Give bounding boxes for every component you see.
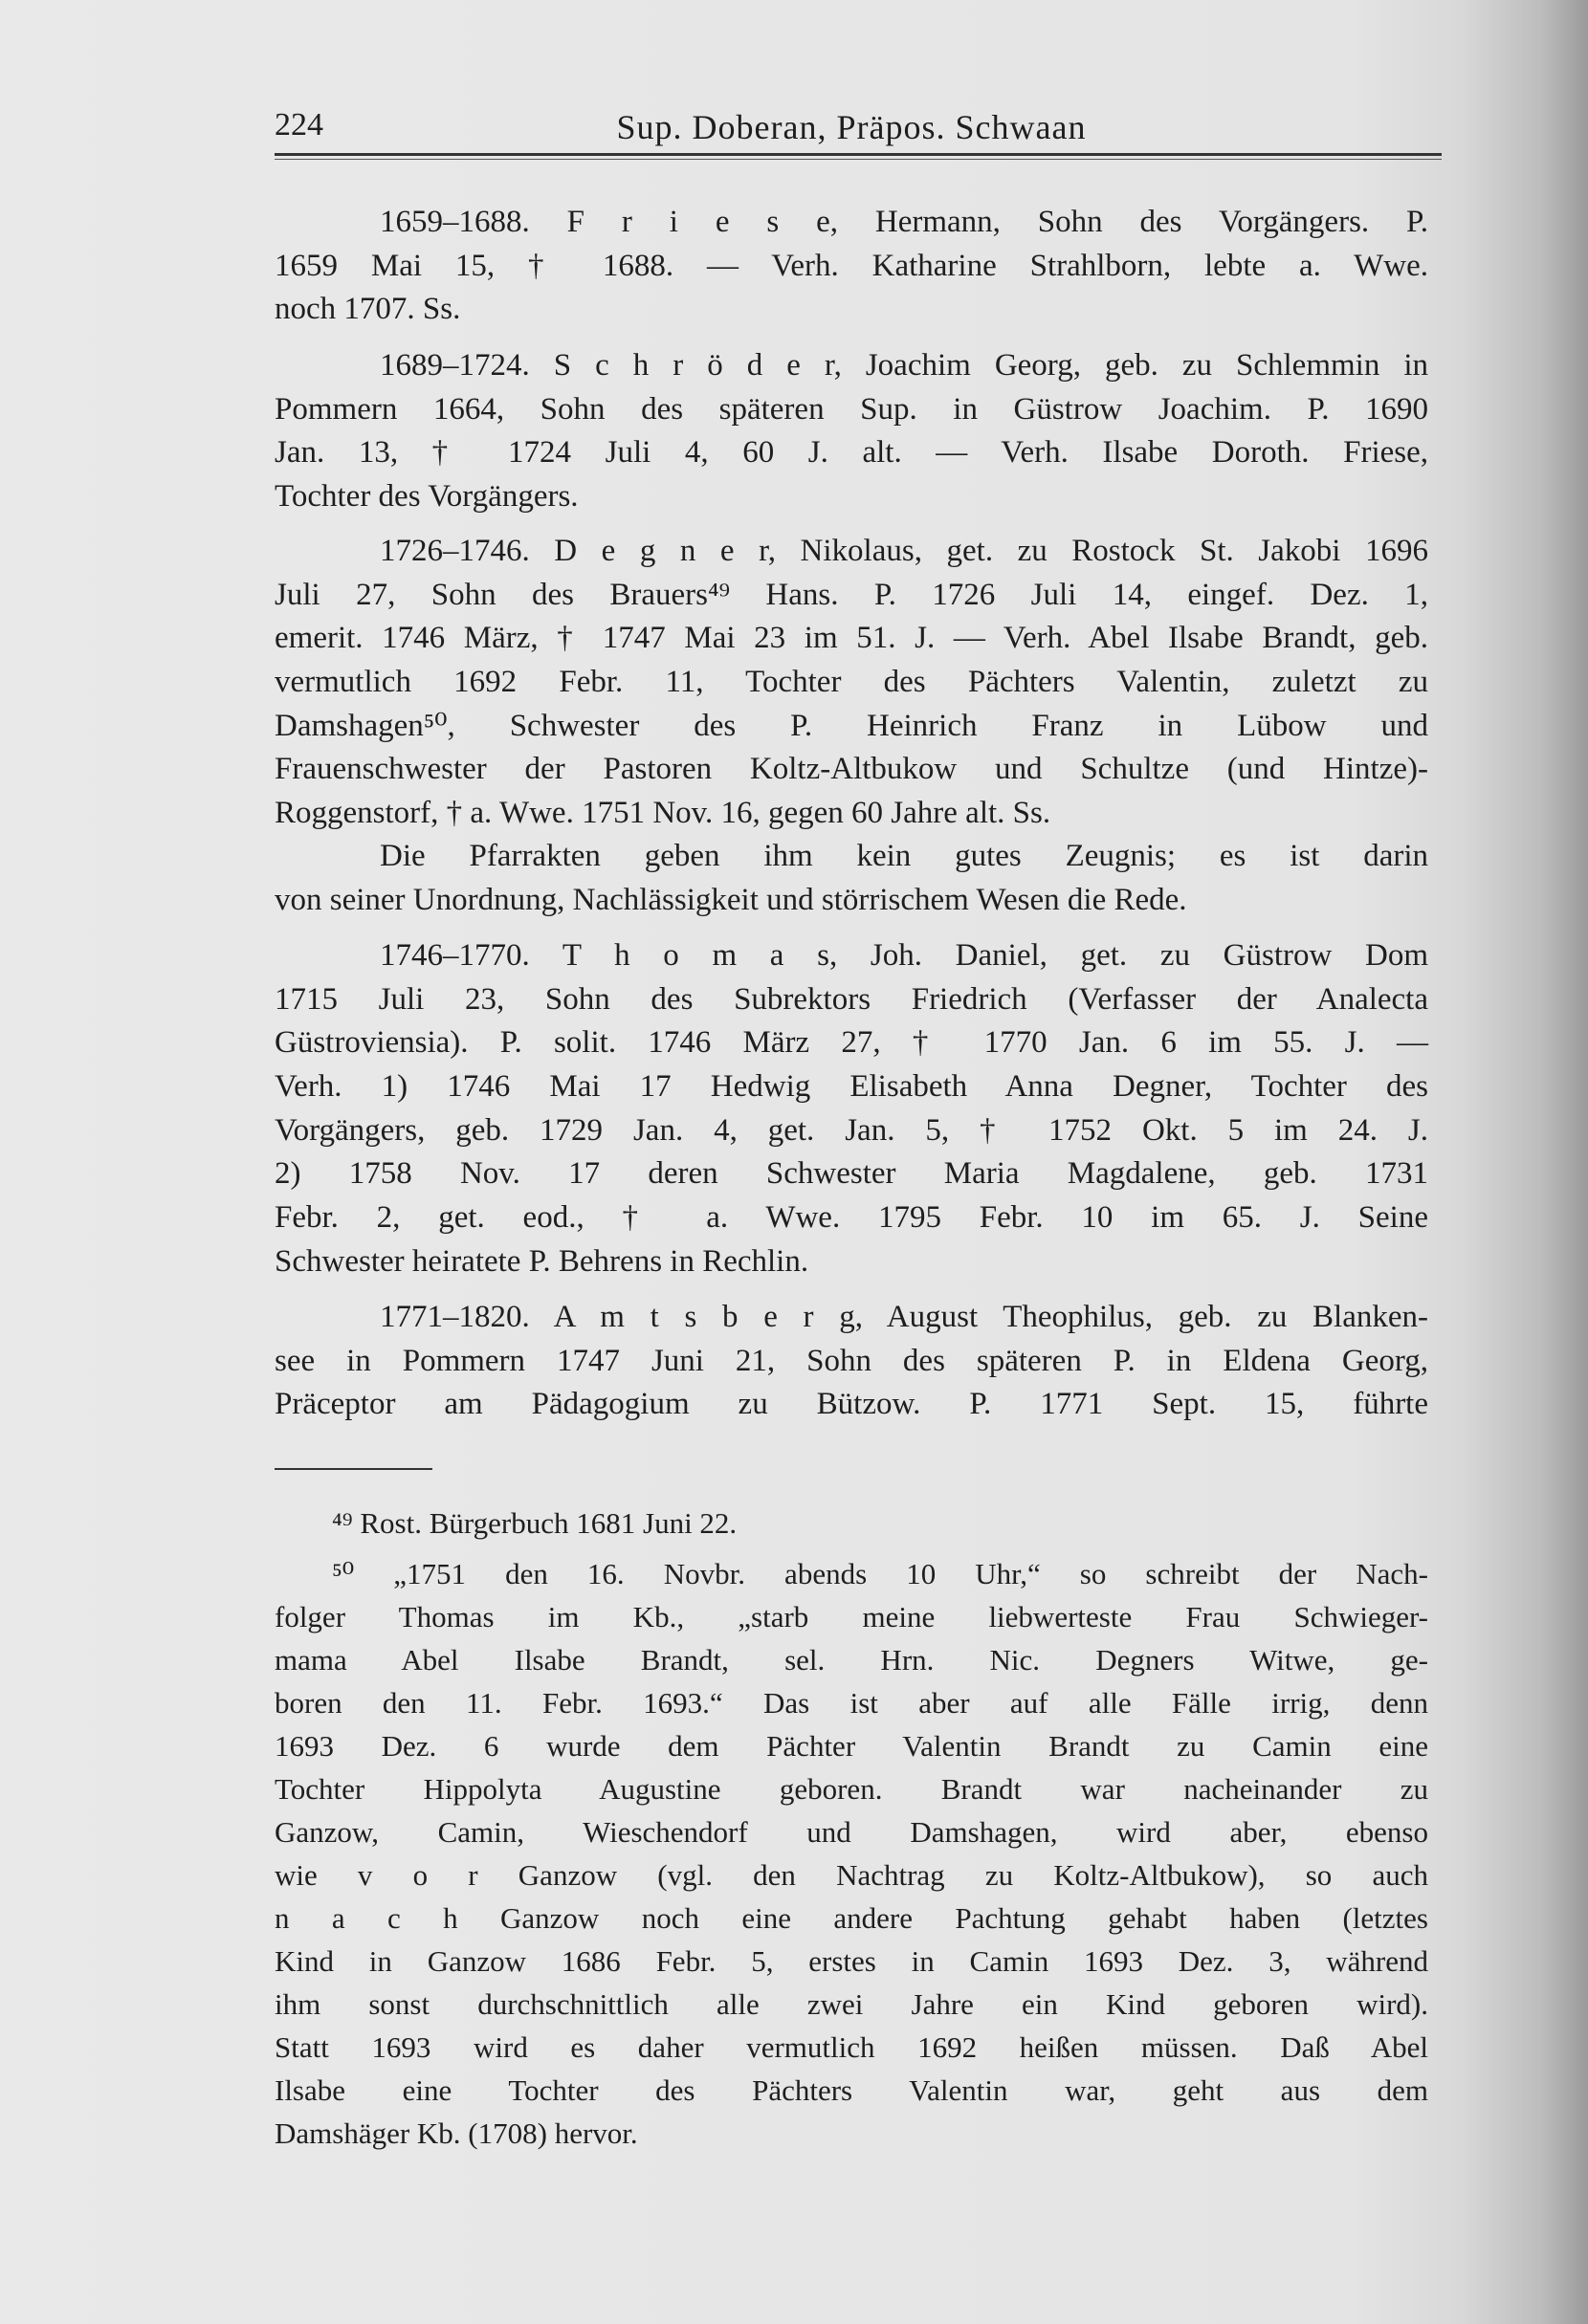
text-line: Frauenschwester der Pastoren Koltz-Altbukow und Schultze (und Hintze)- xyxy=(275,752,1428,787)
header-rule xyxy=(275,153,1442,156)
entry-friese xyxy=(275,201,1428,332)
entry-amtsberg xyxy=(275,1296,1428,1427)
text-line: 1715 Juli 23, Sohn des Subrektors Friedrich (Verfasser der Analecta xyxy=(275,981,1428,1017)
text-line: Vorgängers, geb. 1729 Jan. 4, get. Jan. 5, † 1752 Okt. 5 im 24. J. xyxy=(275,1112,1428,1148)
text-line: noch 1707. Ss. xyxy=(275,292,461,327)
text-line: Damshäger Kb. (1708) hervor. xyxy=(275,2116,638,2150)
text-line: Verh. 1) 1746 Mai 17 Hedwig Elisabeth Anna Degner, Tochter des xyxy=(275,1069,1428,1105)
text-line: ⁵⁰ „1751 den 16. Novbr. abends 10 Uhr,“ so schreibt der Nach- xyxy=(332,1557,1428,1590)
text-line: Roggenstorf, † a. Wwe. 1751 Nov. 16, gegen 60 Jahre alt. Ss. xyxy=(275,796,1051,831)
text-line: Ganzow, Camin, Wieschendorf und Damshagen, wird aber, ebenso xyxy=(275,1815,1428,1849)
text-line: 2) 1758 Nov. 17 deren Schwester Maria Magdalene, geb. 1731 xyxy=(275,1156,1428,1192)
footnote-rule xyxy=(275,1468,432,1470)
entry-schroeder xyxy=(275,344,1428,519)
page-number: 224 xyxy=(275,107,323,143)
entry-degner-remark xyxy=(275,835,1428,922)
running-title: Sup. Doberan, Präpos. Schwaan xyxy=(616,108,1087,146)
text-line: wie v o r Ganzow (vgl. den Nachtrag zu Koltz-Altbukow), so auch xyxy=(275,1858,1428,1892)
text-line: 1771–1820. A m t s b e r g, August Theophilus, geb. zu Blanken- xyxy=(380,1300,1428,1334)
text-line: Präceptor am Pädagogium zu Bützow. P. 1771 Sept. 15, führte xyxy=(275,1387,1428,1422)
text-line: Güstroviensia). P. solit. 1746 März 27, † 1770 Jan. 6 im 55. J. — xyxy=(275,1025,1428,1061)
text-line: Damshagen⁵⁰, Schwester des P. Heinrich Franz in Lübow und xyxy=(275,708,1428,743)
text-line: ⁴⁹ Rost. Bürgerbuch 1681 Juni 22. xyxy=(332,1506,738,1540)
text-line: Pommern 1664, Sohn des späteren Sup. in Güstrow Joachim. P. 1690 xyxy=(275,391,1428,427)
footnote-49 xyxy=(275,1502,1428,1545)
text-line: see in Pommern 1747 Juni 21, Sohn des späteren P. in Eldena Georg, xyxy=(275,1343,1428,1378)
text-line: Die Pfarrakten geben ihm kein gutes Zeugnis; es ist darin xyxy=(380,839,1428,873)
text-line: Tochter des Vorgängers. xyxy=(275,479,579,515)
text-line: Jan. 13, † 1724 Juli 4, 60 J. alt. — Verh. Ilsabe Doroth. Friese, xyxy=(275,435,1428,471)
text-line: von seiner Unordnung, Nachlässigkeit und störrischem Wesen die Rede. xyxy=(275,882,1187,917)
text-line: boren den 11. Febr. 1693.“ Das ist aber auf alle Fälle irrig, denn xyxy=(275,1686,1428,1720)
text-line: 1659 Mai 15, † 1688. — Verh. Katharine Strahlborn, lebte a. Wwe. xyxy=(275,248,1428,283)
text-line: 1746–1770. T h o m a s, Joh. Daniel, get. zu Güstrow Dom xyxy=(380,938,1428,973)
header-rule-thin xyxy=(275,159,1442,160)
text-line: 1689–1724. S c h r ö d e r, Joachim Georg, geb. zu Schlemmin in xyxy=(380,348,1428,383)
text-line: ihm sonst durchschnittlich alle zwei Jahre ein Kind geboren wird). xyxy=(275,1987,1428,2021)
text-line: mama Abel Ilsabe Brandt, sel. Hrn. Nic. Degners Witwe, ge- xyxy=(275,1643,1428,1677)
text-line: Febr. 2, get. eod., † a. Wwe. 1795 Febr. 10 im 65. J. Seine xyxy=(275,1200,1428,1236)
entry-degner xyxy=(275,530,1428,836)
text-line: vermutlich 1692 Febr. 11, Tochter des Pächters Valentin, zuletzt zu xyxy=(275,665,1428,700)
footnote-50 xyxy=(275,1552,1428,2155)
text-line: 1693 Dez. 6 wurde dem Pächter Valentin Brandt zu Camin eine xyxy=(275,1729,1428,1763)
text-line: Schwester heiratete P. Behrens in Rechlin. xyxy=(275,1243,809,1279)
text-line: Kind in Ganzow 1686 Febr. 5, erstes in Camin 1693 Dez. 3, während xyxy=(275,1944,1428,1978)
text-line: Statt 1693 wird es daher vermutlich 1692 heißen müssen. Daß Abel xyxy=(275,2030,1428,2064)
text-line: 1659–1688. F r i e s e, Hermann, Sohn des Vorgängers. P. xyxy=(380,205,1428,239)
text-line: 1726–1746. D e g n e r, Nikolaus, get. zu Rostock St. Jakobi 1696 xyxy=(380,534,1428,568)
text-line: Juli 27, Sohn des Brauers⁴⁹ Hans. P. 1726 Juli 14, eingef. Dez. 1, xyxy=(275,577,1428,612)
text-line: Tochter Hippolyta Augustine geboren. Brandt war nacheinander zu xyxy=(275,1772,1428,1806)
text-line: emerit. 1746 März, † 1747 Mai 23 im 51. J. — Verh. Abel Ilsabe Brandt, geb. xyxy=(275,621,1428,656)
text-line: Ilsabe eine Tochter des Pächters Valentin war, geht aus dem xyxy=(275,2073,1428,2107)
text-line: folger Thomas im Kb., „starb meine liebwerteste Frau Schwieger- xyxy=(275,1600,1428,1633)
entry-thomas xyxy=(275,934,1428,1284)
text-line: n a c h Ganzow noch eine andere Pachtung gehabt haben (letztes xyxy=(275,1901,1428,1935)
